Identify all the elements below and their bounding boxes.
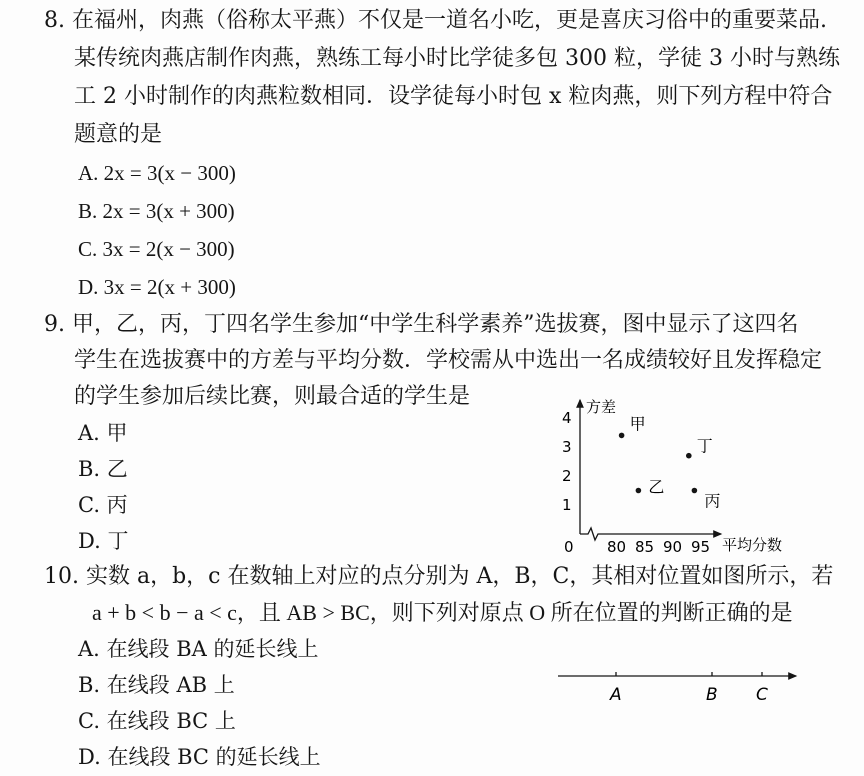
number-line-point-label: B xyxy=(706,685,718,705)
q10-stem-line-1: 10. 实数 a，b，c 在数轴上对应的点分别为 A，B，C，其相对位置如图所示，若 xyxy=(44,564,834,589)
scatter-point-label: 丁 xyxy=(696,436,713,456)
q10-option-a[interactable]: A. 在线段 BA 的延长线上 xyxy=(78,637,319,661)
y-tick-label: 1 xyxy=(562,496,572,514)
q9-option-d[interactable]: D. 丁 xyxy=(78,529,129,553)
scatter-point-label: 甲 xyxy=(629,414,646,434)
scatter-point xyxy=(686,453,692,459)
q8-stem-line-2: 某传统肉燕店制作肉燕，熟练工每小时比学徒多包 300 粒，学徒 3 小时与熟练 xyxy=(74,46,840,71)
number-line-point-label: A xyxy=(610,685,622,705)
x-axis-label: 平均分数 xyxy=(722,536,783,554)
scatter-point xyxy=(636,488,642,494)
x-tick-label: 85 xyxy=(635,538,655,556)
origin-label: 0 xyxy=(564,538,574,556)
variance-mean-scatter-chart xyxy=(556,392,796,562)
q10-option-c[interactable]: C. 在线段 BC 上 xyxy=(78,709,236,733)
q9-stem-line-2: 学生在选拔赛中的方差与平均分数．学校需从中选出一名成绩较好且发挥稳定 xyxy=(74,348,823,373)
q8-stem-line-3: 工 2 小时制作的肉燕粒数相同．设学徒每小时包 x 粒肉燕，则下列方程中符合 xyxy=(74,84,833,109)
scatter-point-label: 丙 xyxy=(704,491,721,511)
q8-option-d[interactable]: D. 3x = 2(x + 300) xyxy=(78,275,236,299)
q9-option-b[interactable]: B. 乙 xyxy=(78,457,128,481)
q8-stem-line-4: 题意的是 xyxy=(74,122,163,147)
y-tick-label: 3 xyxy=(562,438,572,456)
number-line-point-label: C xyxy=(756,685,768,705)
q9-stem-line-1: 9. 甲，乙，丙，丁四名学生参加“中学生科学素养”选拔赛，图中显示了这四名 xyxy=(44,312,799,337)
number-line xyxy=(556,660,806,710)
x-tick-label: 80 xyxy=(607,538,627,556)
q10-option-d[interactable]: D. 在线段 BC 的延长线上 xyxy=(78,745,321,769)
x-tick-label: 95 xyxy=(691,538,711,556)
q10-stem-line-2: a + b < b − a < c，且 AB > BC，则下列对原点 O 所在位置的判断正确的是 xyxy=(92,600,793,625)
q8-option-b[interactable]: B. 2x = 3(x + 300) xyxy=(78,199,235,223)
q8-option-a[interactable]: A. 2x = 3(x − 300) xyxy=(78,161,236,185)
scatter-point-label: 乙 xyxy=(648,477,665,497)
q9-option-a[interactable]: A. 甲 xyxy=(78,421,128,445)
q8-stem-line-1: 8. 在福州，肉燕（俗称太平燕）不仅是一道名小吃，更是喜庆习俗中的重要菜品. xyxy=(44,8,827,33)
scatter-point xyxy=(692,488,698,494)
q9-stem-line-3: 的学生参加后续比赛，则最合适的学生是 xyxy=(74,384,471,409)
scatter-point xyxy=(619,433,625,439)
y-axis-label: 方差 xyxy=(586,398,617,416)
q9-option-c[interactable]: C. 丙 xyxy=(78,493,128,517)
y-tick-label: 4 xyxy=(562,409,572,427)
x-tick-label: 90 xyxy=(663,538,683,556)
q8-option-c[interactable]: C. 3x = 2(x − 300) xyxy=(78,237,235,261)
q10-option-b[interactable]: B. 在线段 AB 上 xyxy=(78,673,235,697)
y-tick-label: 2 xyxy=(562,467,572,485)
